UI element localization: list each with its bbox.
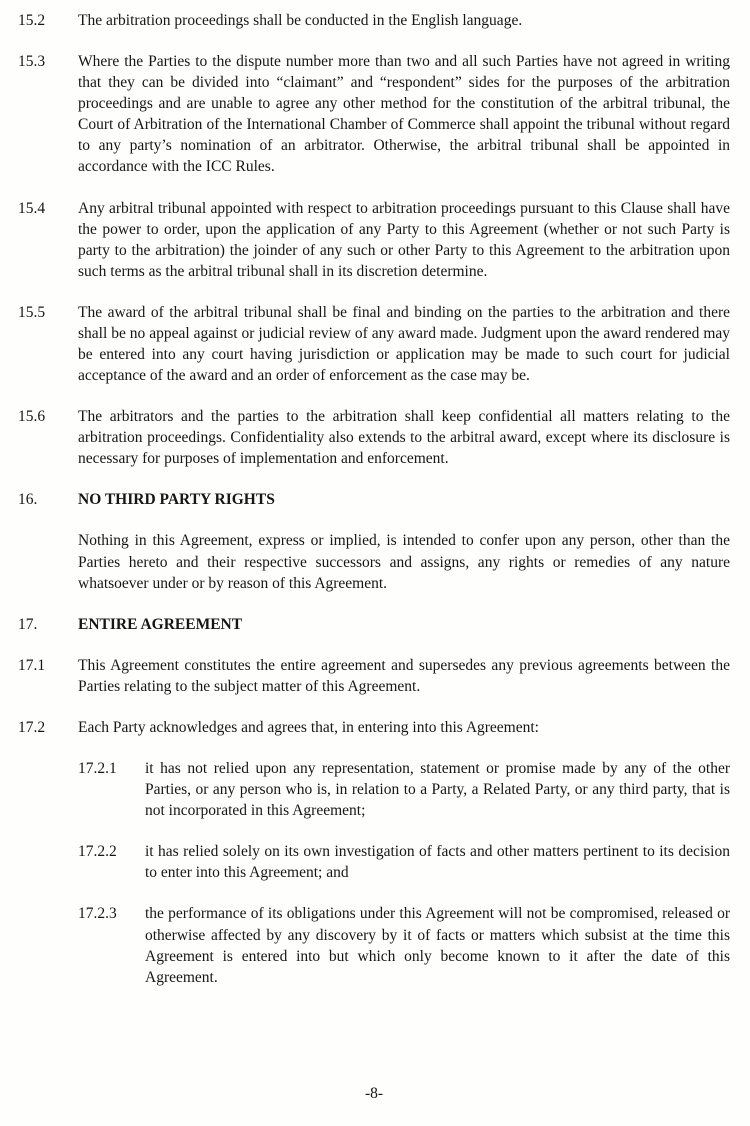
- clause-number: 15.2: [18, 12, 46, 29]
- clause-number: 15.3: [18, 53, 46, 71]
- clause-15-2: [18, 10, 730, 31]
- clause-15-6: [18, 406, 730, 469]
- clause-17-1: [18, 655, 730, 697]
- clause-text: The award of the arbitral tribunal shall be final and binding on the parties to the arbitration and there shall be no appeal against or judicial review of any award made. Judgment upon the award rendered may be entered into any court having jurisdiction or application may be made to such court for judicial acceptance of the award and an order of enforcement as the case may be.: [78, 303, 730, 385]
- clause-number: 15.4: [18, 199, 46, 217]
- clause-number: [18, 530, 78, 593]
- clause-text: This Agreement constitutes the entire agreement and supersedes any previous agreements between the Parties relating to the subject matter of this Agreement.: [78, 656, 730, 695]
- clause-text: The arbitrators and the parties to the arbitration shall keep confidential all matters relating to the arbitration proceedings. Confidentiality also extends to the arbitral award, except where its disclosure is necessary for purposes of implementation and enforcement.: [78, 408, 730, 468]
- clause-16-body: [18, 530, 730, 593]
- section-heading: ENTIRE AGREEMENT: [78, 615, 243, 633]
- clause-text: Any arbitral tribunal appointed with respect to arbitration proceedings pursuant to this Clause shall have the power to order, upon the application of any Party to this Agreement (whether or not such Party is party to the arbitration) the joinder of any such or other Party to this Agreement to the arbitration upon such terms as the arbitral tribunal shall in its discretion determine.: [78, 199, 730, 280]
- section-heading: NO THIRD PARTY RIGHTS: [78, 491, 275, 509]
- clause-text: Where the Parties to the dispute number more than two and all such Parties have not agreed in writing that they can be divided into “claimant” and “respondent” sides for the purposes of the arbitration proceedings and are unable to agree any other method for the constitution of the arbitral tribunal, the Court of Arbitration of the International Chamber of Commerce shall appoint the tribunal without regard to any party’s nomination of an arbitrator. Otherwise, the arbitral tribunal shall be appointed in accordance with the ICC Rules.: [78, 53, 730, 176]
- clause-number: 17.2.2: [78, 843, 117, 861]
- clause-text: the performance of its obligations under this Agreement will not be compromised, released or otherwise affected by any discovery by it of facts or matters which subsist at the time this Agreement is entered into but which only become known to it after the date of this Agreement.: [145, 905, 730, 986]
- clause-number: 17.2: [18, 718, 46, 736]
- clause-15-5: [18, 302, 730, 386]
- clause-15-4: [18, 198, 730, 282]
- clause-17-2-1: [78, 758, 730, 821]
- clause-15-3: [18, 51, 730, 177]
- clause-number: 15.5: [18, 303, 46, 321]
- clause-number: 17.1: [18, 656, 46, 674]
- clause-17-2: [18, 717, 730, 738]
- clause-number: 15.6: [18, 408, 46, 426]
- clause-17-2-2: [78, 841, 730, 883]
- clause-number: 17.: [18, 615, 38, 633]
- clause-text: it has relied solely on its own investigation of facts and other matters pertinent to its decision to enter into this Agreement; and: [145, 843, 730, 882]
- clause-text: Nothing in this Agreement, express or implied, is intended to confer upon any person, other than the Parties hereto and their respective successors and assigns, any rights or remedies of any nature whatsoever under or by reason of this Agreement.: [78, 532, 730, 592]
- clause-text: The arbitration proceedings shall be conducted in the English language.: [78, 12, 523, 29]
- clause-text: Each Party acknowledges and agrees that, in entering into this Agreement:: [78, 718, 539, 736]
- clause-text: it has not relied upon any representation, statement or promise made by any of the other Parties, or any person who is, in relation to a Party, a Related Party, or any third party, that is not incorporated in this Agreement;: [145, 760, 730, 820]
- page-number: -8-: [364, 1084, 384, 1102]
- clause-16-heading: [18, 489, 730, 510]
- clause-number: 17.2.3: [78, 905, 117, 923]
- clause-17-heading: [18, 614, 730, 635]
- clause-number: 17.2.1: [78, 760, 117, 778]
- clause-17-2-3: [78, 903, 730, 987]
- clause-number: 16.: [18, 491, 38, 509]
